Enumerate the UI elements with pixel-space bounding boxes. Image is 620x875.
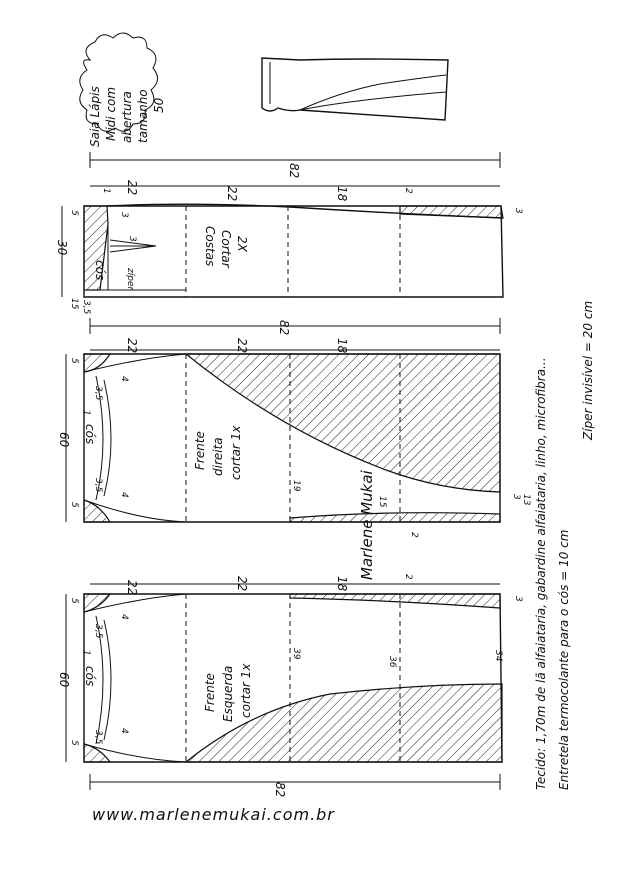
title-line-1: Saia Lápis bbox=[88, 86, 102, 147]
fl-width-dim: 82 bbox=[273, 782, 287, 798]
note-entretela: Entretela termocolante para o cós = 10 cm bbox=[557, 529, 571, 790]
fl-seg-3: 18 bbox=[335, 576, 349, 592]
back-label-2: Cortar bbox=[219, 230, 233, 268]
fl-val-12: 3 bbox=[513, 596, 523, 602]
fl-height-dim: 60 bbox=[57, 672, 71, 688]
note-ziper: Zíper invisível = 20 cm bbox=[581, 300, 595, 440]
fr-val-4: 1 bbox=[81, 410, 91, 416]
back-val-1: 1 bbox=[101, 188, 111, 194]
fr-label-1: Frente bbox=[193, 431, 207, 470]
fr-val-7: 5 bbox=[69, 502, 79, 508]
fr-val-9: 15 bbox=[377, 496, 387, 508]
fr-seg-2: 22 bbox=[235, 338, 249, 354]
fl-val-8: 39 bbox=[291, 648, 301, 660]
fl-val-5: 4 bbox=[119, 728, 129, 734]
fr-label-3: cortar 1x bbox=[229, 425, 243, 480]
back-seg-2: 22 bbox=[225, 186, 239, 202]
fl-val-4: 1 bbox=[81, 650, 91, 656]
fl-val-7: 3,5 bbox=[93, 730, 103, 745]
fl-val-2: 3,5 bbox=[93, 624, 103, 639]
back-val-8: 3,5 bbox=[81, 300, 91, 315]
back-val-4: 3 bbox=[513, 208, 523, 214]
title-line-4: tamanho bbox=[136, 89, 150, 143]
website-url: www.marlenemukai.com.br bbox=[92, 805, 335, 824]
fr-seg-3: 18 bbox=[335, 338, 349, 354]
fl-val-10: 34 bbox=[493, 650, 503, 662]
back-label-3: 2X bbox=[235, 236, 249, 252]
back-label-1: Costas bbox=[203, 226, 217, 267]
notes-block bbox=[534, 301, 595, 790]
front-left-panel bbox=[57, 574, 523, 797]
title-line-5: 50 bbox=[152, 97, 166, 113]
back-width-dim: 82 bbox=[287, 163, 301, 179]
fr-val-8: 19 bbox=[291, 480, 301, 492]
fr-val-5: 3,5 bbox=[93, 478, 103, 493]
back-val-3: 2 bbox=[403, 188, 413, 194]
fr-height-dim: 60 bbox=[57, 432, 71, 448]
back-val-6: 3 bbox=[127, 236, 137, 242]
fl-seg-2: 22 bbox=[235, 576, 249, 592]
signature: Marlene Mukai bbox=[358, 470, 376, 580]
fl-cos-label: cós bbox=[83, 666, 97, 687]
back-val-2: 3 bbox=[119, 212, 129, 218]
back-val-7: 15 bbox=[69, 298, 79, 310]
fl-label-2: Esquerda bbox=[221, 665, 235, 722]
fr-val-6: 4 bbox=[119, 492, 129, 498]
fr-val-12: 13 bbox=[521, 494, 531, 506]
note-tecido: Tecido: 1,70m de lã alfaiataria, gabardine alfaiataria, linho, microfibra... bbox=[534, 357, 548, 790]
fr-val-3: 3,5 bbox=[93, 386, 103, 401]
fr-val-11: 3 bbox=[511, 494, 521, 500]
fr-val-10: 2 bbox=[409, 532, 419, 538]
back-ziper-label: zíper bbox=[125, 268, 135, 291]
title-line-3: abertura bbox=[120, 91, 134, 143]
fl-val-11: 2 bbox=[403, 574, 413, 580]
fl-seg-1: 22 bbox=[125, 580, 139, 596]
fl-val-9: 36 bbox=[387, 656, 397, 668]
title-line-2: Midi com bbox=[104, 86, 118, 141]
fl-val-1: 5 bbox=[69, 598, 79, 604]
fr-label-2: direita bbox=[211, 437, 225, 476]
back-panel bbox=[55, 152, 523, 315]
fr-val-2: 4 bbox=[119, 376, 129, 382]
back-height-dim: 30 bbox=[55, 240, 69, 256]
back-val-5: 5 bbox=[69, 210, 79, 216]
skirt-sketch-icon bbox=[262, 58, 448, 120]
back-cos-label: cós bbox=[93, 260, 107, 281]
fl-val-6: 5 bbox=[69, 740, 79, 746]
fl-val-3: 4 bbox=[119, 614, 129, 620]
fr-width-dim: 82 bbox=[277, 320, 291, 336]
title-cloud bbox=[80, 33, 166, 147]
back-seg-1: 22 bbox=[125, 180, 139, 196]
fr-cos-label: cós bbox=[83, 424, 97, 445]
fl-label-3: cortar 1x bbox=[239, 663, 253, 718]
fl-label-1: Frente bbox=[203, 673, 217, 712]
fr-val-1: 5 bbox=[69, 358, 79, 364]
back-seg-3: 18 bbox=[335, 186, 349, 202]
front-right-panel bbox=[57, 318, 531, 538]
fr-seg-1: 22 bbox=[125, 338, 139, 354]
